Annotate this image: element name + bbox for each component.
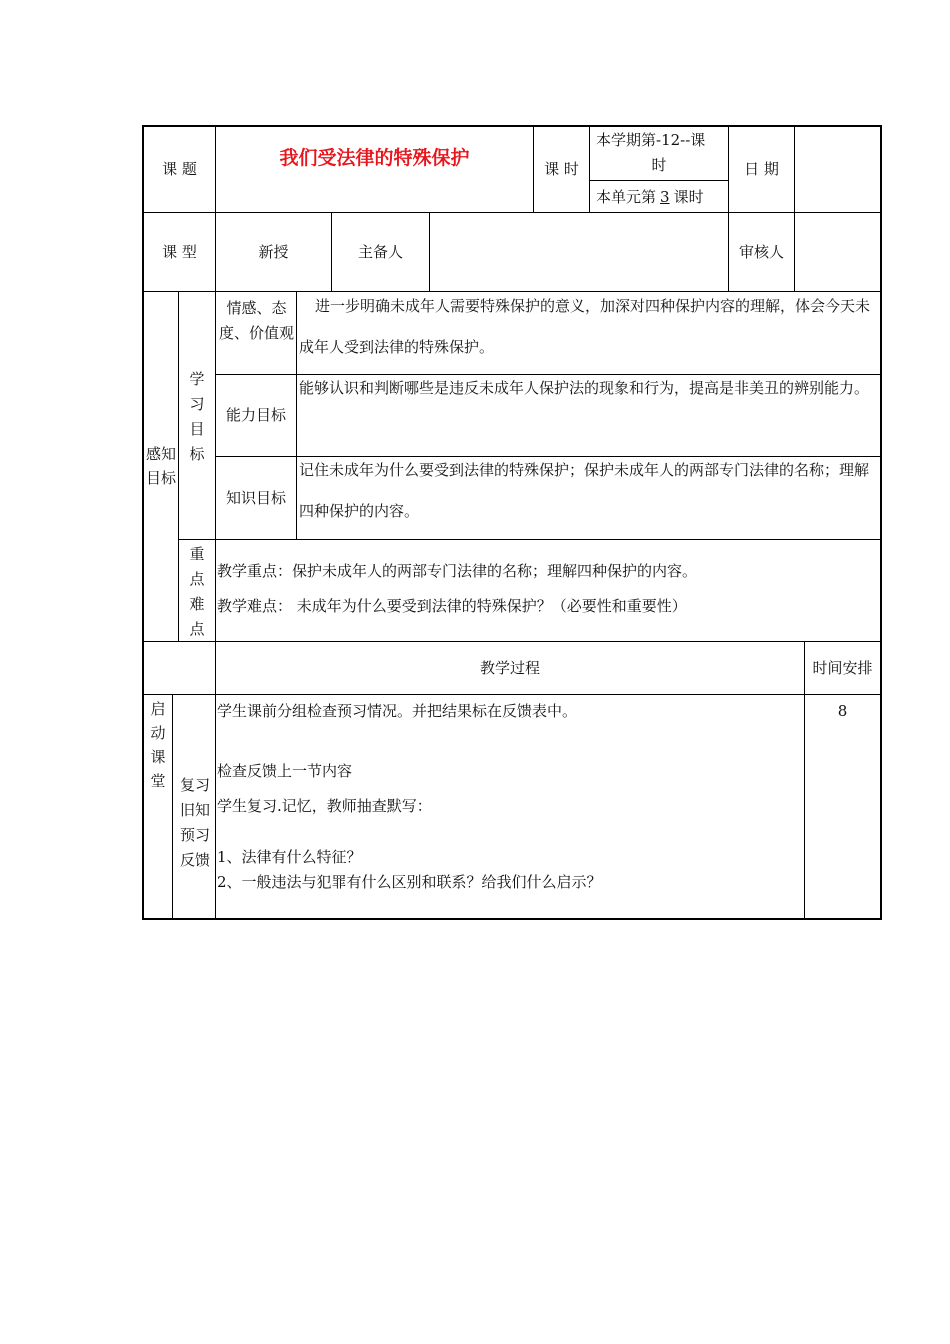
topic-label: 课 题 (162, 160, 197, 178)
process-line-2: 检查反馈上一节内容 (217, 762, 353, 780)
knowledge-goal-text: 记住未成年为什么要受到法律的特殊保护；保护未成年人的两部专门法律的名称；理解四种保护的内容。 (299, 461, 870, 520)
ability-goal-label: 能力目标 (225, 406, 286, 424)
time-value: 8 (837, 702, 848, 720)
time-arrangement-header: 时间安排 (812, 659, 873, 677)
teaching-process-header: 教学过程 (479, 659, 540, 677)
process-line-3: 学生复习.记忆，教师抽查默写： (217, 797, 432, 815)
review-preview-label: 复习旧知预习反馈 (179, 776, 210, 869)
unit-period-prefix: 本单元第 (596, 188, 657, 206)
emotion-goal-label: 情感、态度、价值观 (218, 299, 294, 342)
period-label: 课 时 (544, 160, 579, 178)
learning-goal-label: 学习目标 (189, 370, 205, 463)
process-line-4: 1、法律有什么特征？ (217, 848, 362, 866)
difficult-point-text: 教学难点： 未成年为什么要受到法律的特殊保护？（必要性和重要性） (217, 597, 687, 615)
date-label: 日 期 (744, 160, 779, 178)
knowledge-goal-label: 知识目标 (225, 489, 286, 507)
key-difficult-label: 重点难点 (189, 545, 205, 638)
term-period-prefix: 本学期第-12--课 (596, 131, 706, 149)
process-line-5: 2、一般违法与犯罪有什么区别和联系？给我们什么启示？ (217, 873, 602, 891)
unit-period-suffix: 课时 (673, 188, 704, 206)
emotion-goal-text: 进一步明确未成年人需要特殊保护的意义，加深对四种保护内容的理解，体会今天未成年人受到法律的特殊保护。 (299, 297, 871, 356)
type-label: 课 型 (162, 243, 197, 261)
perception-goal-label: 感知目标 (145, 445, 176, 487)
ability-goal-text: 能够认识和判断哪些是违反未成年人保护法的现象和行为，提高是非美丑的辨别能力。 (299, 379, 870, 397)
term-period-suffix: 时 (651, 156, 667, 174)
key-point-text: 教学重点：保护未成年人的两部专门法律的名称；理解四种保护的内容。 (217, 562, 698, 580)
process-line-1: 学生课前分组检查预习情况。并把结果标在反馈表中。 (217, 702, 578, 720)
start-class-label: 启动课堂 (150, 700, 166, 790)
topic-title: 我们受法律的特殊保护 (279, 147, 470, 169)
lead-label: 主备人 (357, 243, 403, 261)
type-value: 新授 (258, 243, 289, 261)
reviewer-label: 审核人 (738, 243, 784, 261)
unit-period (596, 187, 704, 207)
unit-period-number: 3 (660, 188, 670, 206)
